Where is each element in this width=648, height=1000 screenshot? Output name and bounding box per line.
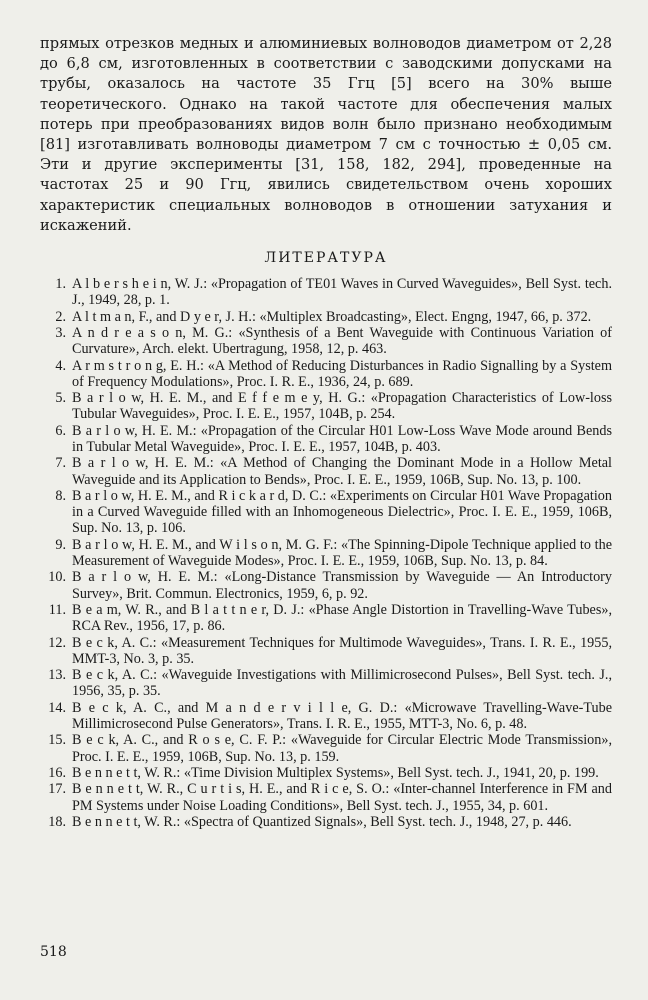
reference-number: 11. [48, 601, 66, 618]
references-heading: ЛИТЕРАТУРА [264, 250, 388, 267]
reference-item [40, 781, 612, 814]
reference-number: 5. [55, 390, 66, 407]
reference-item [40, 635, 612, 668]
reference-item [40, 276, 612, 309]
reference-number: 9. [55, 536, 66, 553]
reference-item [40, 309, 612, 325]
reference-text: B a r l o w, H. E. M., and R i c k a r d, D. C.: «Experiments on Circular H01 Wave Propagation in a Curved Waveguide filled with an Inhomogeneous Dielectric», Proc. I. E. E., 1959, 106B, Sup. No. 13, p. 106. [72, 487, 612, 537]
reference-text: B e c k, A. C.: «Measurement Techniques for Multimode Waveguides», Trans. I. R. E., 1955, MMT-3, No. 3, p. 35. [72, 634, 612, 667]
reference-text: B a r l o w, H. E. M.: «Long-Distance Transmission by Waveguide — An Introductory Survey», Brit. Commun. Electronics, 1959, 6, p. 92. [72, 569, 612, 602]
reference-number: 10. [48, 569, 66, 586]
reference-number: 14. [48, 699, 66, 716]
reference-number: 1. [55, 276, 66, 293]
reference-item [40, 488, 612, 537]
reference-item [40, 455, 612, 488]
reference-text: B a r l o w, H. E. M.: «Propagation of the Circular H01 Low-Loss Wave Mode around Bends in Tubular Metal Waveguide», Proc. I. E. E., 1957, 104B, p. 403. [72, 422, 612, 455]
reference-number: 15. [48, 732, 66, 749]
reference-number: 17. [48, 781, 66, 798]
reference-text: B e c k, A. C., and R o s e, C. F. P.: «Waveguide for Circular Electric Mode Transmission», Proc. I. E. E., 1959, 106B, Sup. No. 13, p. 159. [72, 732, 612, 765]
reference-text: B e c k, A. C.: «Waveguide Investigations with Millimicrosecond Pulses», Bell Syst. tech. J., 1956, 35, p. 35. [72, 667, 612, 700]
reference-text: B e n n e t t, W. R.: «Spectra of Quantized Signals», Bell Syst. tech. J., 1948, 27, p. 446. [72, 813, 572, 830]
intro-paragraph: прямых отрезков медных и алюминиевых волноводов диаметром от 2,28 до 6,8 см, изготовленных в соответствии с заводскими допусками на трубы, оказалось на частоте 35 Ггц [5] всего на 30% выше теоретического. Однако на такой частоте для обеспечения малых потерь при преобразованиях видов волн было признано необходимым [81] изготавливать волноводы диаметром 7 см с точностью ± 0,05 см. Эти и другие эксперименты [31, 158, 182, 294], проведенные на частотах 25 и 90 Ггц, явились свидетельством очень хороших характеристик специальных волноводов в отношении затухания и искажений. [40, 35, 612, 234]
reference-number: 7. [55, 455, 66, 472]
reference-number: 16. [48, 764, 66, 781]
reference-number: 18. [48, 813, 66, 830]
reference-item [40, 423, 612, 456]
reference-number: 4. [55, 357, 66, 374]
reference-item [40, 814, 612, 830]
reference-number: 12. [48, 634, 66, 651]
reference-text: B e n n e t t, W. R., C u r t i s, H. E., and R i c e, S. O.: «Inter-channel Interference in FM and PM Systems under Noise Loading Conditions», Bell Syst. tech. J., 1955, 34, p. 601. [72, 781, 612, 814]
reference-item [40, 765, 612, 781]
reference-number: 13. [48, 667, 66, 684]
reference-text: B e c k, A. C., and M a n d e r v i l l e, G. D.: «Microwave Travelling-Wave-Tube Millimicrosecond Pulse Generators», Trans. I. R. E., 1955, MTT-3, No. 6, p. 48. [72, 699, 612, 733]
reference-item [40, 667, 612, 700]
reference-text: B a r l o w, H. E. M., and W i l s o n, M. G. F.: «The Spinning-Dipole Technique applied to the Measurement of Waveguide Modes», Proc. I. E. E., 1959, 106B, Sup. No. 13, p. 84. [72, 536, 612, 570]
page-body [40, 34, 612, 830]
reference-list [40, 276, 612, 830]
reference-item [40, 325, 612, 358]
reference-item [40, 390, 612, 423]
reference-text: B e n n e t t, W. R.: «Time Division Multiplex Systems», Bell Syst. tech. J., 1941, 20, p. 199. [72, 764, 599, 781]
reference-text: A l t m a n, F., and D y e r, J. H.: «Multiplex Broadcasting», Elect. Engng, 1947, 66, p. 372. [72, 308, 592, 325]
reference-number: 6. [55, 422, 66, 439]
reference-item [40, 732, 612, 765]
reference-item [40, 602, 612, 635]
reference-number: 8. [55, 487, 66, 504]
reference-text: B a r l o w, H. E. M., and E f f e m e y, H. G.: «Propagation Characteristics of Low-loss Tubular Waveguides», Proc. I. E. E., 1957, 104B, p. 254. [72, 390, 612, 423]
page-number: 518 [40, 944, 67, 960]
reference-item [40, 700, 612, 733]
reference-text: A n d r e a s o n, M. G.: «Synthesis of a Bent Waveguide with Continuous Variation of Curvature», Arch. elekt. Ubertragung, 1958, 12, p. 463. [72, 324, 612, 358]
reference-number: 3. [55, 324, 66, 341]
reference-item [40, 569, 612, 602]
reference-number: 2. [55, 308, 66, 325]
reference-text: B a r l o w, H. E. M.: «A Method of Changing the Dominant Mode in a Hollow Metal Waveguide and its Application to Bends», Proc. I. E. E., 1959, 106B, Sup. No. 13, p. 100. [72, 455, 612, 488]
reference-item [40, 537, 612, 570]
reference-text: A r m s t r o n g, E. H.: «A Method of Reducing Disturbances in Radio Signalling by a System of Frequency Modulations», Proc. I. R. E., 1936, 24, p. 689. [72, 357, 612, 390]
reference-text: A l b e r s h e i n, W. J.: «Propagation of TE01 Waves in Curved Waveguides», Bell Syst. tech. J., 1949, 28, p. 1. [72, 276, 612, 309]
reference-text: B e a m, W. R., and B l a t t n e r, D. J.: «Phase Angle Distortion in Travelling-Wave Tubes», RCA Rev., 1956, 17, p. 86. [72, 601, 612, 635]
reference-item [40, 358, 612, 391]
